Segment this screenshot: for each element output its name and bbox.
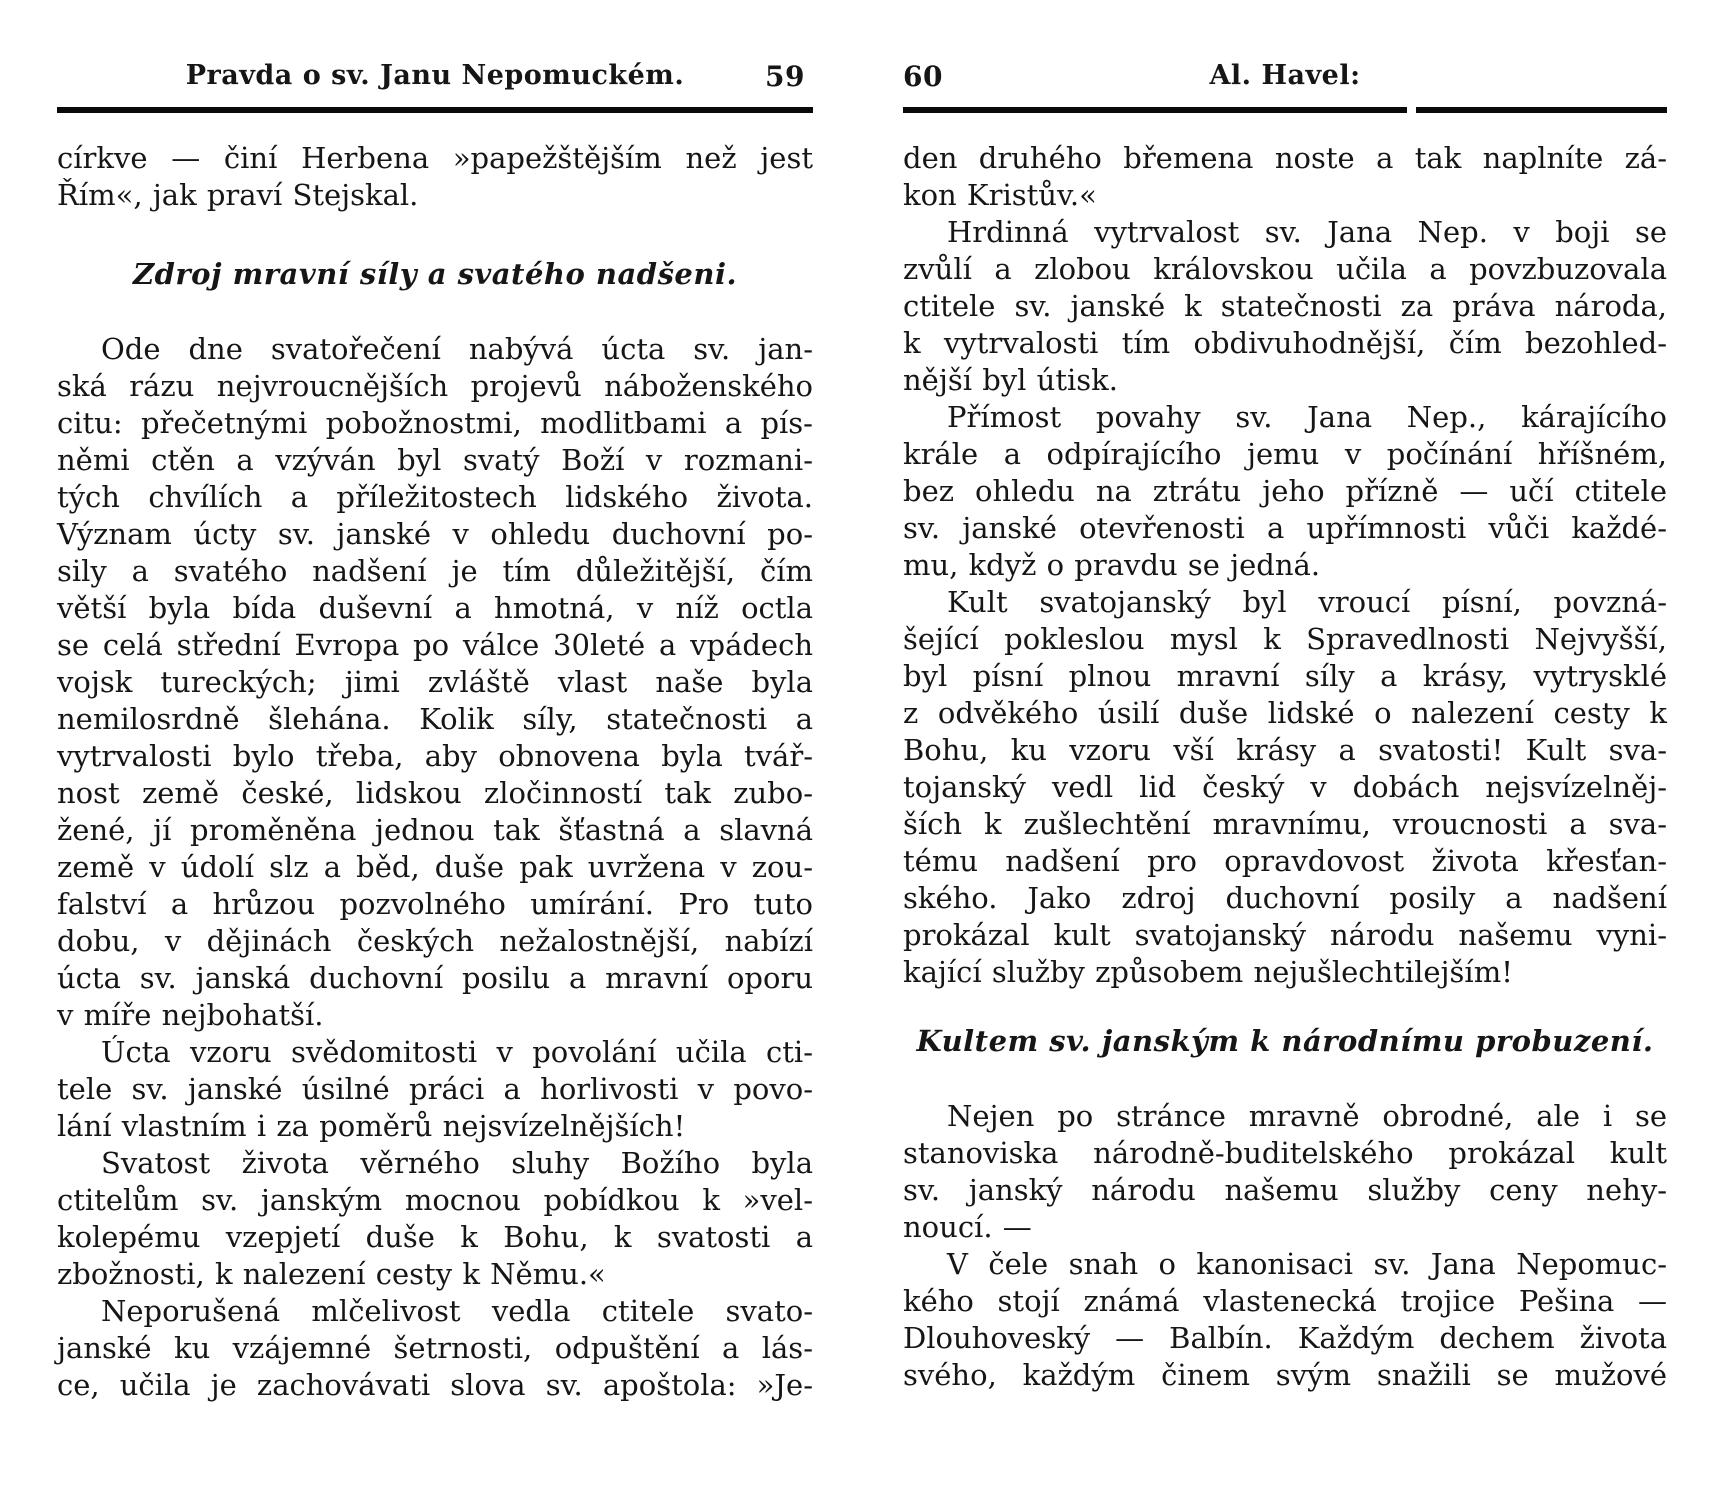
- text-line: kého stojí známá vlastenecká trojice Pešina —: [903, 1284, 1667, 1318]
- page-number-left: 59: [765, 60, 805, 93]
- text-line: mu, když o pravdu se jedná.: [903, 548, 1321, 582]
- text-line: kolepému vzepjetí duše k Bohu, k svatosti a: [57, 1220, 813, 1254]
- text-line: lání vlastním i za poměrů nejsvízelnějších!: [57, 1109, 686, 1143]
- text-line: Přímost povahy sv. Jana Nep., kárajícího: [947, 400, 1667, 434]
- text-line: církve — činí Herbena »papežštějším než jest: [57, 141, 813, 175]
- text-line: V čele snah o kanonisaci sv. Jana Nepomuc-: [947, 1247, 1667, 1281]
- text-line: den druhého břemena noste a tak naplníte zá-: [903, 141, 1667, 175]
- text-line: Úcta vzoru svědomitosti v povolání učila cti-: [101, 1035, 813, 1069]
- text-line: vojsk tureckých; jimi zvláště vlast naše byla: [57, 665, 813, 699]
- paragraph: [57, 1034, 813, 1145]
- paragraph: [903, 1246, 1667, 1394]
- text-line: Bohu, ku vzoru vší krásy a svatosti! Kult sva-: [903, 733, 1667, 767]
- text-line: Dlouhoveský — Balbín. Každým dechem života: [903, 1321, 1667, 1355]
- text-line: sv. janský národu našemu služby ceny nehy-: [903, 1173, 1667, 1207]
- text-line: nost země české, lidskou zločinností tak zubo-: [57, 776, 813, 810]
- paragraph: [903, 584, 1667, 991]
- text-line: svého, každým činem svým snažili se mužové: [903, 1358, 1667, 1392]
- text-line: ská rázu nejvroucnějších projevů náboženského: [57, 369, 813, 403]
- text-line: zbožnosti, k nalezení cesty k Němu.«: [57, 1257, 606, 1291]
- text-line: tojanský vedl lid český v dobách nejsvízelněj-: [903, 770, 1667, 804]
- text-line: ce, učila je zachovávati slova sv. apoštola: »Je-: [57, 1368, 813, 1402]
- text-line: sv. janské otevřenosti a upřímnosti vůči každé-: [903, 511, 1667, 545]
- text-line: sily a svatého nadšení je tím důležitější, čím: [57, 554, 813, 588]
- text-line: bez ohledu na ztrátu jeho přízně — učí ctitele: [903, 474, 1667, 508]
- page-header-left: [57, 60, 813, 100]
- text-line: ctitele sv. janské k statečnosti za práva národa,: [903, 289, 1667, 323]
- text-line: Svatost života věrného sluhy Božího byla: [101, 1146, 813, 1180]
- text-line: kon Kristův.«: [903, 178, 1097, 212]
- text-line: větší byla bída duševní a hmotná, v níž octla: [57, 591, 813, 625]
- paragraph: [903, 399, 1667, 584]
- page-header-right: [903, 60, 1667, 100]
- page-content-left: [57, 140, 813, 1404]
- running-title-left: Pravda o sv. Janu Nepomuckém.: [185, 60, 685, 91]
- text-line: k vytrvalosti tím obdivuhodnější, čím bezohled-: [903, 326, 1667, 360]
- page-number-right: 60: [903, 60, 943, 93]
- text-line: země v údolí slz a běd, duše pak uvržena v zou-: [57, 850, 813, 884]
- text-line: tých chvílích a příležitostech lidského života.: [57, 480, 813, 514]
- paragraph: [903, 214, 1667, 399]
- text-line: stanoviska národně-buditelského prokázal kult: [903, 1136, 1667, 1170]
- text-line: janské ku vzájemné šetrnosti, odpuštění a lás-: [57, 1331, 813, 1365]
- text-line: ších k zušlechtění mravnímu, vroucnosti a sva-: [903, 807, 1667, 841]
- text-line: Neporušená mlčelivost vedla ctitele svato-: [101, 1294, 813, 1328]
- text-line: noucí. —: [903, 1210, 1032, 1244]
- page-right: [903, 60, 1667, 1394]
- text-line: falství a hrůzou pozvolného umírání. Pro tuto: [57, 887, 813, 921]
- text-line: Hrdinná vytrvalost sv. Jana Nep. v boji se: [947, 215, 1667, 249]
- text-line: tele sv. janské úsilné práci a horlivosti v povo-: [57, 1072, 813, 1106]
- text-line: šející pokleslou mysl k Spravedlnosti Nejvyšší,: [903, 622, 1667, 656]
- text-line: se celá střední Evropa po válce 30leté a vpádech: [57, 628, 813, 662]
- text-line: prokázal kult svatojanský národu našemu vyni-: [903, 918, 1667, 952]
- paragraph: [57, 1293, 813, 1404]
- text-line: byl písní plnou mravní síly a krásy, vytrysklé: [903, 659, 1667, 693]
- paragraph: [903, 140, 1667, 214]
- text-line: v míře nejbohatší.: [57, 998, 324, 1032]
- paragraph: [57, 1145, 813, 1293]
- text-line: Nejen po stránce mravně obrodné, ale i se: [947, 1099, 1667, 1133]
- page-left: [57, 60, 813, 1404]
- text-line: němi ctěn a vzýván byl svatý Boží v rozmani-: [57, 443, 813, 477]
- text-line: tému nadšení pro opravdovost života křesťan-: [903, 844, 1667, 878]
- header-rule-gap: [1407, 107, 1416, 113]
- text-line: žené, jí proměněna jednou tak šťastná a slavná: [57, 813, 813, 847]
- text-line: nější byl útisk.: [903, 363, 1118, 397]
- text-line: citu: přečetnými pobožnostmi, modlitbami a pís-: [57, 406, 813, 440]
- text-line: Řím«, jak praví Stejskal.: [57, 178, 419, 212]
- header-rule-right: [903, 107, 1667, 113]
- text-line: ského. Jako zdroj duchovní posily a nadšení: [903, 881, 1667, 915]
- text-line: Ode dne svatořečení nabývá úcta sv. jan-: [101, 332, 813, 366]
- header-rule-segment: [1416, 107, 1667, 113]
- header-rule-left: [57, 107, 813, 113]
- header-rule-segment: [903, 107, 1407, 113]
- section-heading: Zdroj mravní síly a svatého nadšeni.: [132, 257, 738, 291]
- text-line: vytrvalosti bylo třeba, aby obnovena byla tvář-: [57, 739, 813, 773]
- paragraph: [903, 1098, 1667, 1246]
- text-line: ctitelům sv. janským mocnou pobídkou k »vel-: [57, 1183, 813, 1217]
- paragraph: [57, 331, 813, 1034]
- text-line: Význam úcty sv. janské v ohledu duchovní po-: [57, 517, 813, 551]
- text-line: úcta sv. janská duchovní posilu a mravní oporu: [57, 961, 813, 995]
- text-line: zvůlí a zlobou královskou učila a povzbuzovala: [903, 252, 1667, 286]
- text-line: nemilosrdně šlehána. Kolik síly, statečnosti a: [57, 702, 813, 736]
- text-line: z odvěkého úsilí duše lidské o nalezení cesty k: [903, 696, 1667, 730]
- text-line: kající služby způsobem nejušlechtilejším!: [903, 955, 1513, 989]
- running-title-right: Al. Havel:: [1209, 60, 1361, 91]
- section-heading: Kultem sv. janským k národnímu probuzení.: [916, 1024, 1654, 1058]
- paragraph: [57, 140, 813, 214]
- text-line: dobu, v dějinách českých nežalostnější, nabízí: [57, 924, 813, 958]
- text-line: Kult svatojanský byl vroucí písní, povzná-: [947, 585, 1667, 619]
- page-content-right: [903, 140, 1667, 1394]
- text-line: krále a odpírajícího jemu v počínání hříšném,: [903, 437, 1667, 471]
